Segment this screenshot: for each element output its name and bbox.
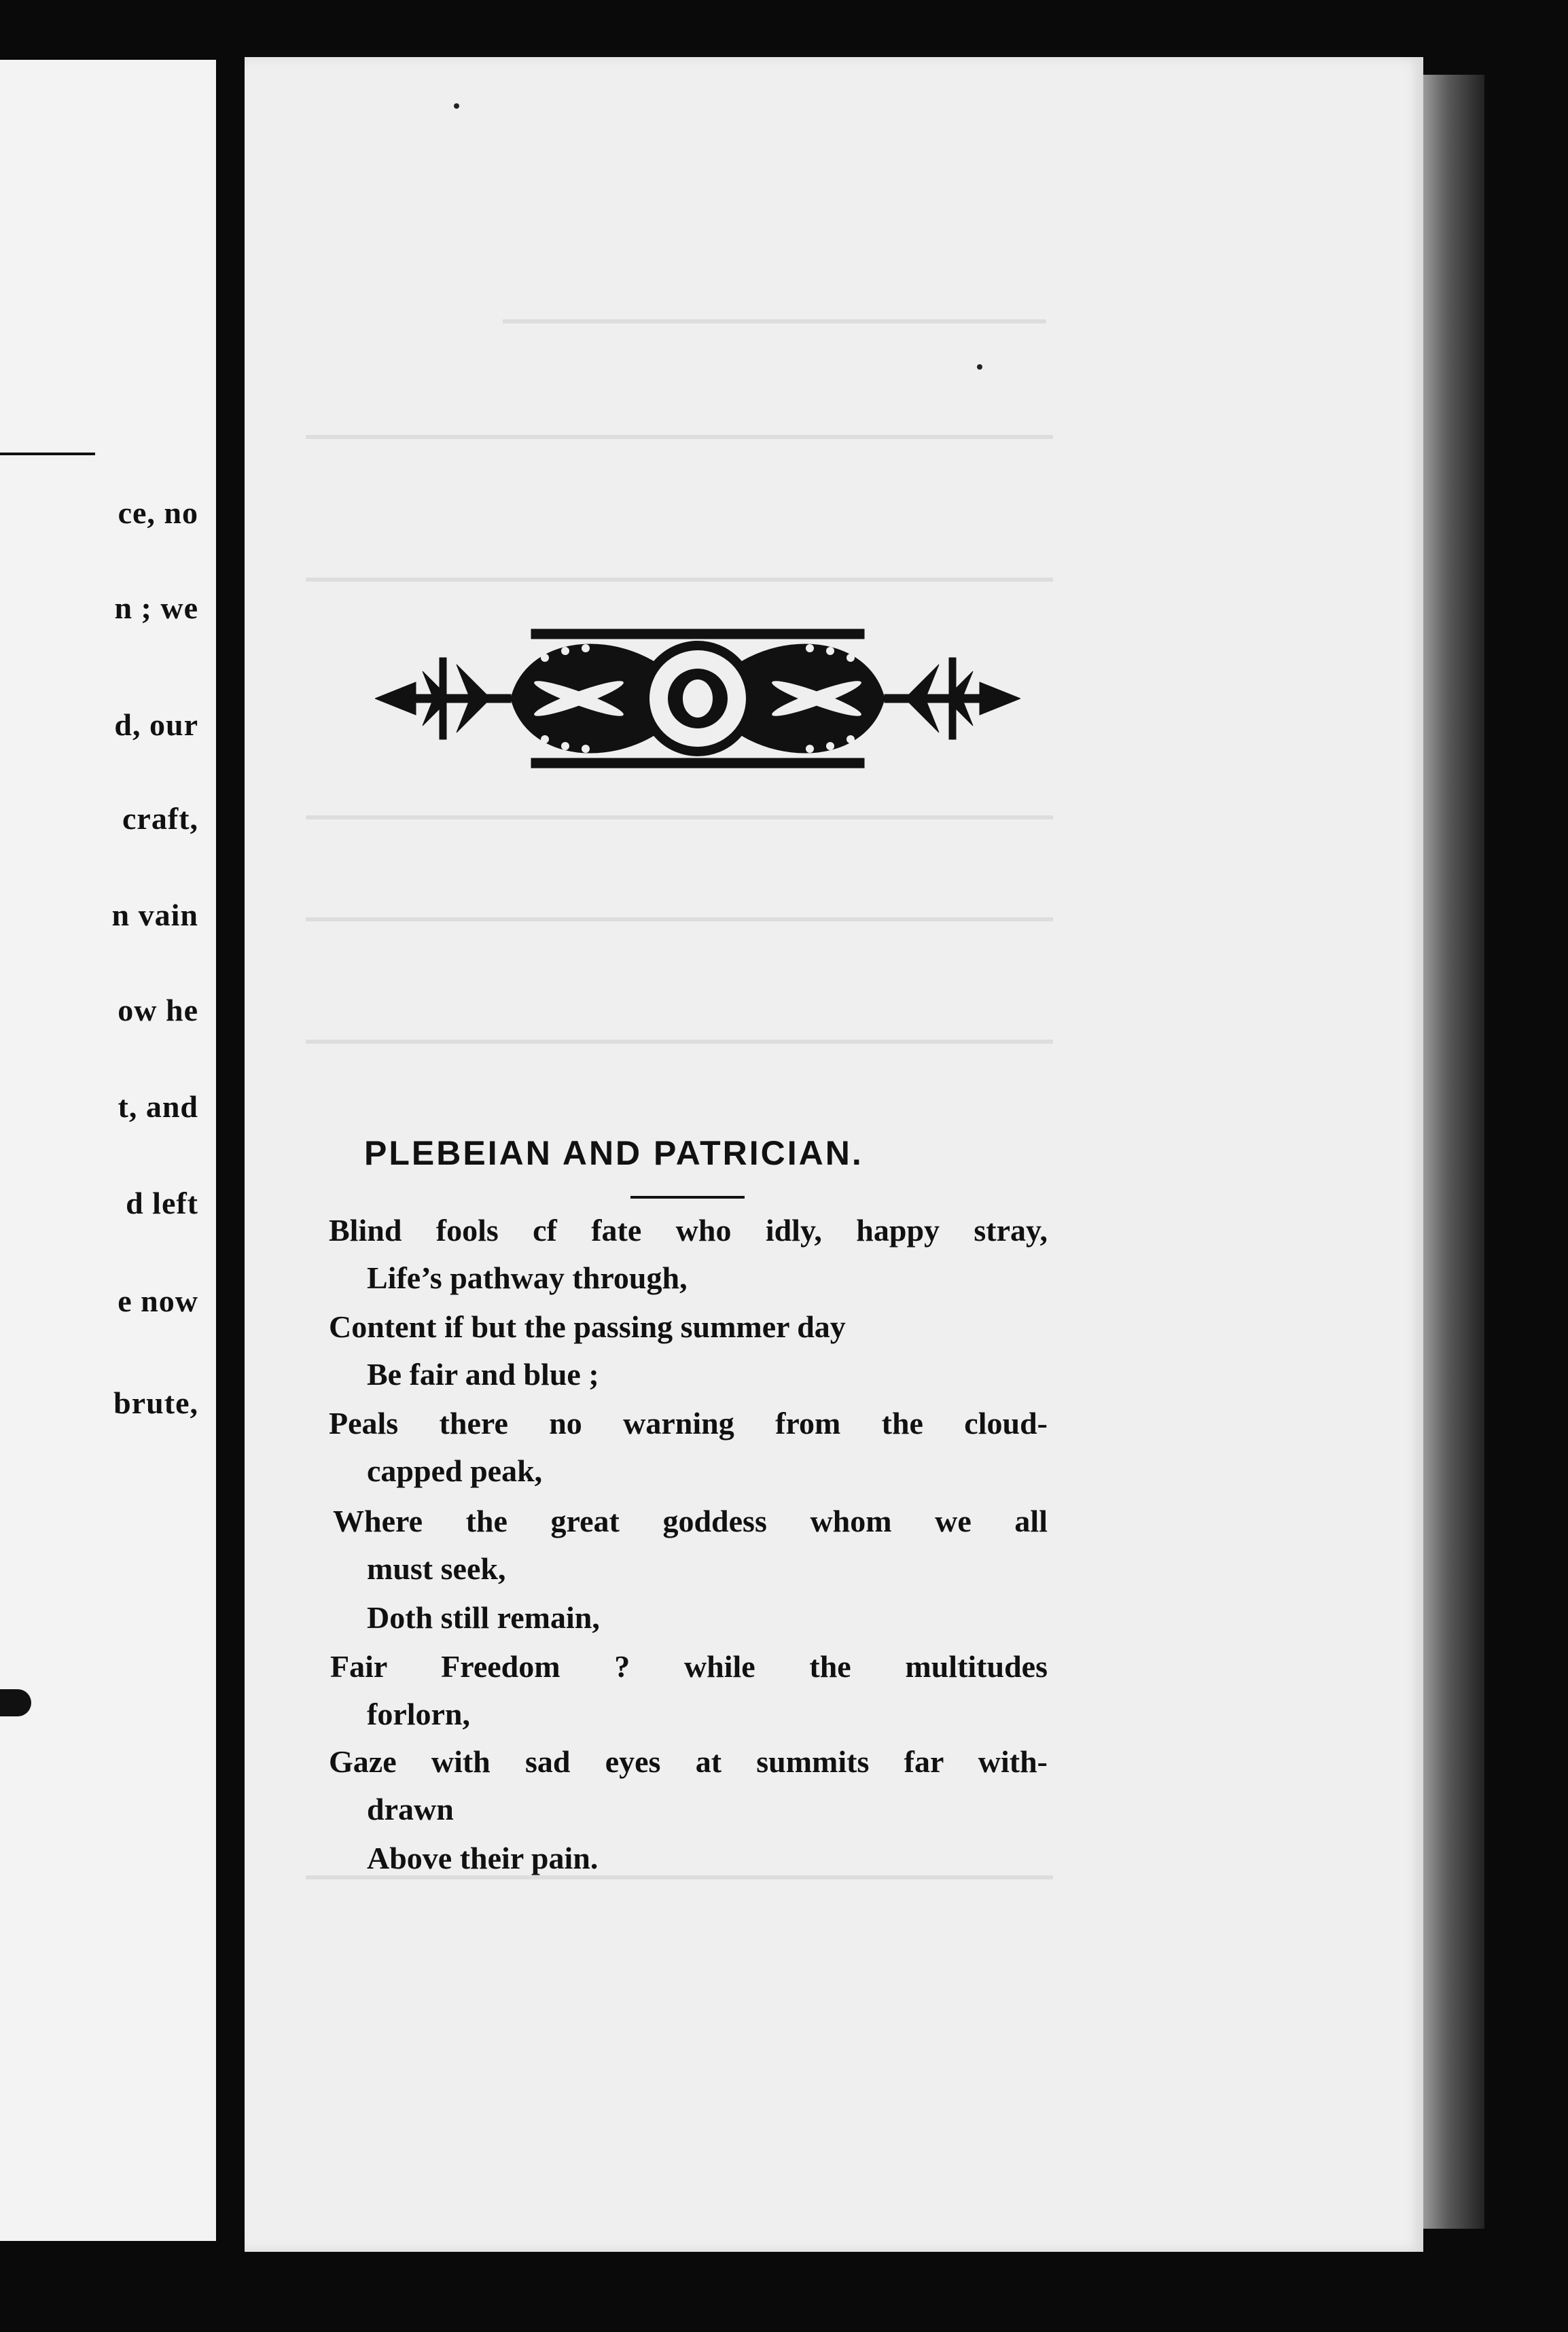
poem-line: Life’s pathway through, xyxy=(367,1260,688,1295)
poem-line: Fair Freedom ? while the multitudes xyxy=(330,1649,1048,1684)
poem-line: drawn xyxy=(367,1792,454,1826)
previous-page-line: ow he xyxy=(118,993,198,1027)
previous-page-line: ce, no xyxy=(118,495,198,530)
show-through-text xyxy=(306,435,1053,439)
poem-line: Doth still remain, xyxy=(367,1600,600,1635)
previous-page-line: e now xyxy=(118,1284,198,1318)
show-through-text xyxy=(306,815,1053,819)
poem-line: Above their pain. xyxy=(367,1841,599,1875)
poem-line: Gaze with sad eyes at summits far with- xyxy=(329,1744,1048,1779)
poem-title: PLEBEIAN AND PATRICIAN. xyxy=(364,1134,863,1172)
previous-page-line: d left xyxy=(126,1186,198,1220)
page-edges xyxy=(1423,75,1484,2229)
show-through-text xyxy=(306,917,1053,921)
poem-line: forlorn, xyxy=(367,1697,471,1731)
floral-scroll-ornament-icon xyxy=(375,617,1020,780)
previous-page-line: craft, xyxy=(122,801,198,836)
previous-page-line: brute, xyxy=(113,1385,198,1420)
ink-speck xyxy=(977,364,982,370)
book-gutter xyxy=(216,0,245,2332)
poem-line: Be fair and blue ; xyxy=(367,1357,599,1392)
previous-page-rule xyxy=(0,453,95,455)
poem-line: Content if but the passing summer day xyxy=(329,1309,846,1344)
show-through-text xyxy=(306,578,1053,582)
poem-line: must seek, xyxy=(367,1551,506,1586)
poem-line: Peals there no warning from the cloud- xyxy=(329,1406,1048,1441)
show-through-text xyxy=(503,319,1046,323)
poem-line: Where the great goddess whom we all xyxy=(333,1504,1048,1538)
previous-page-line: n ; we xyxy=(114,590,198,625)
poem-line: Blind fools cf fate who idly, happy stray, xyxy=(329,1213,1048,1248)
ink-speck xyxy=(454,103,459,109)
poem-line: capped peak, xyxy=(367,1453,543,1488)
previous-page-line: t, and xyxy=(118,1089,198,1124)
show-through-text xyxy=(306,1040,1053,1044)
previous-page-line: n vain xyxy=(111,898,198,932)
ink-blot-icon xyxy=(0,1689,31,1716)
previous-page-fragment xyxy=(0,60,216,2241)
previous-page-line: d, our xyxy=(114,707,198,742)
title-rule xyxy=(630,1196,745,1199)
